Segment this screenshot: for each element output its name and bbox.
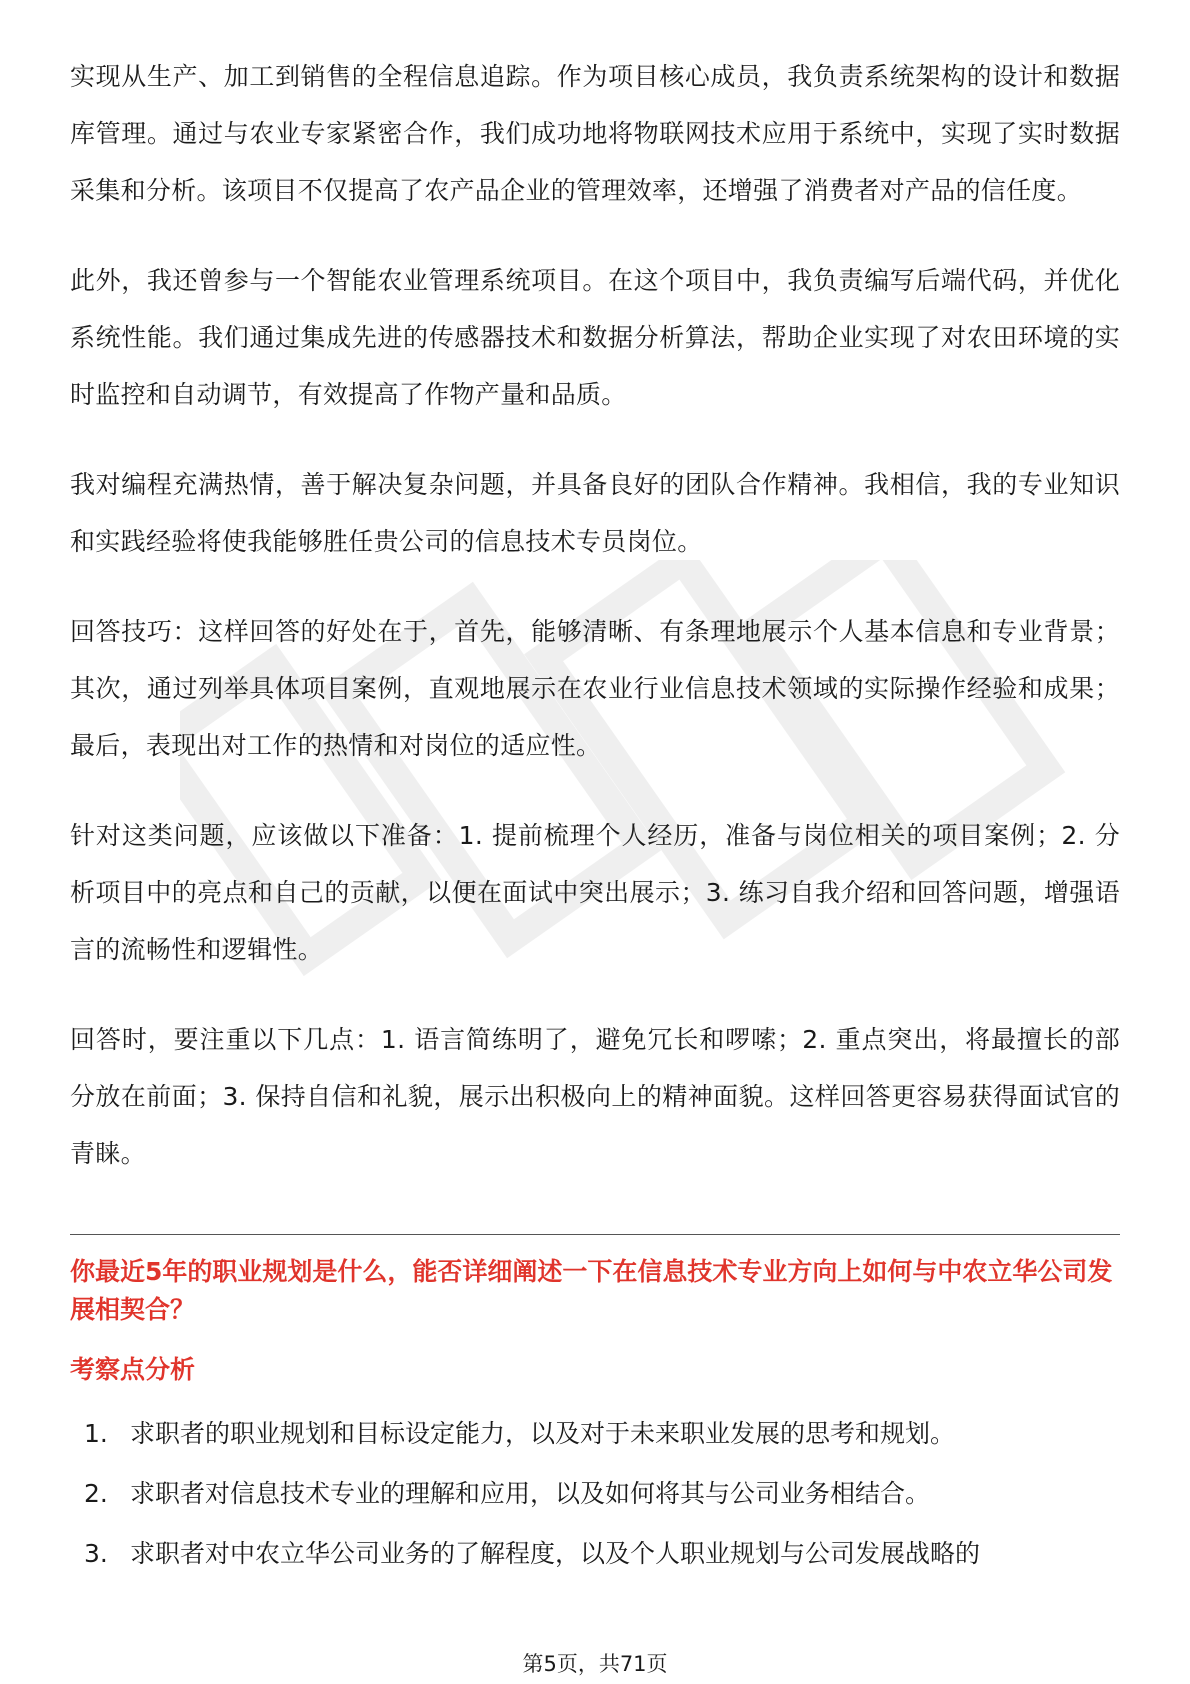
list-item-number: 3. <box>84 1539 108 1568</box>
interview-question: 你最近5年的职业规划是什么，能否详细阐述一下在信息技术专业方向上如何与中农立华公司发展相契合？ <box>70 1257 1113 1324</box>
list-item-text: 求职者对信息技术专业的理解和应用，以及如何将其与公司业务相结合。 <box>130 1479 931 1508</box>
list-item-text: 求职者对中农立华公司业务的了解程度，以及个人职业规划与公司发展战略的 <box>130 1539 981 1568</box>
paragraph-answer-tips: 回答技巧：这样回答的好处在于，首先，能够清晰、有条理地展示个人基本信息和专业背景；其次，通过列举具体项目案例，直观地展示在农业行业信息技术领域的实际操作经验和成果；最后，表现出对工作的热情和对岗位的适应性。 <box>70 617 1120 760</box>
list-item <box>70 1535 1120 1573</box>
paragraph-smart-agriculture: 此外，我还曾参与一个智能农业管理系统项目。在这个项目中，我负责编写后端代码，并优化系统性能。我们通过集成先进的传感器技术和数据分析算法，帮助企业实现了对农田环境的实时监控和自动调节，有效提高了作物产量和品质。 <box>70 266 1120 409</box>
paragraph-answer-points: 回答时，要注重以下几点：1. 语言简练明了，避免冗长和啰嗦；2. 重点突出，将最擅长的部分放在前面；3. 保持自信和礼貌，展示出积极向上的精神面貌。这样回答更容易获得面试官的青睐。 <box>70 1025 1120 1168</box>
list-item <box>70 1415 1120 1453</box>
section-divider <box>70 1234 1120 1235</box>
paragraph-project-traceability: 实现从生产、加工到销售的全程信息追踪。作为项目核心成员，我负责系统架构的设计和数据库管理。通过与农业专家紧密合作，我们成功地将物联网技术应用于系统中，实现了实时数据采集和分析。该项目不仅提高了农产品企业的管理效率，还增强了消费者对产品的信任度。 <box>70 62 1120 205</box>
main-content <box>70 48 1120 1595</box>
list-item-number: 2. <box>84 1479 108 1508</box>
list-item-text: 求职者的职业规划和目标设定能力，以及对于未来职业发展的思考和规划。 <box>130 1419 956 1448</box>
page-footer: 第5页，共71页 <box>522 1652 668 1676</box>
list-item <box>70 1475 1120 1513</box>
list-item-number: 1. <box>84 1419 108 1448</box>
paragraph-preparation: 针对这类问题，应该做以下准备：1. 提前梳理个人经历，准备与岗位相关的项目案例；2. 分析项目中的亮点和自己的贡献，以便在面试中突出展示；3. 练习自我介绍和回答问题，增强语言的流畅性和逻辑性。 <box>70 821 1120 964</box>
analysis-heading: 考察点分析 <box>70 1355 196 1384</box>
paragraph-passion: 我对编程充满热情，善于解决复杂问题，并具备良好的团队合作精神。我相信，我的专业知识和实践经验将使我能够胜任贵公司的信息技术专员岗位。 <box>70 470 1120 556</box>
analysis-list <box>70 1415 1120 1573</box>
